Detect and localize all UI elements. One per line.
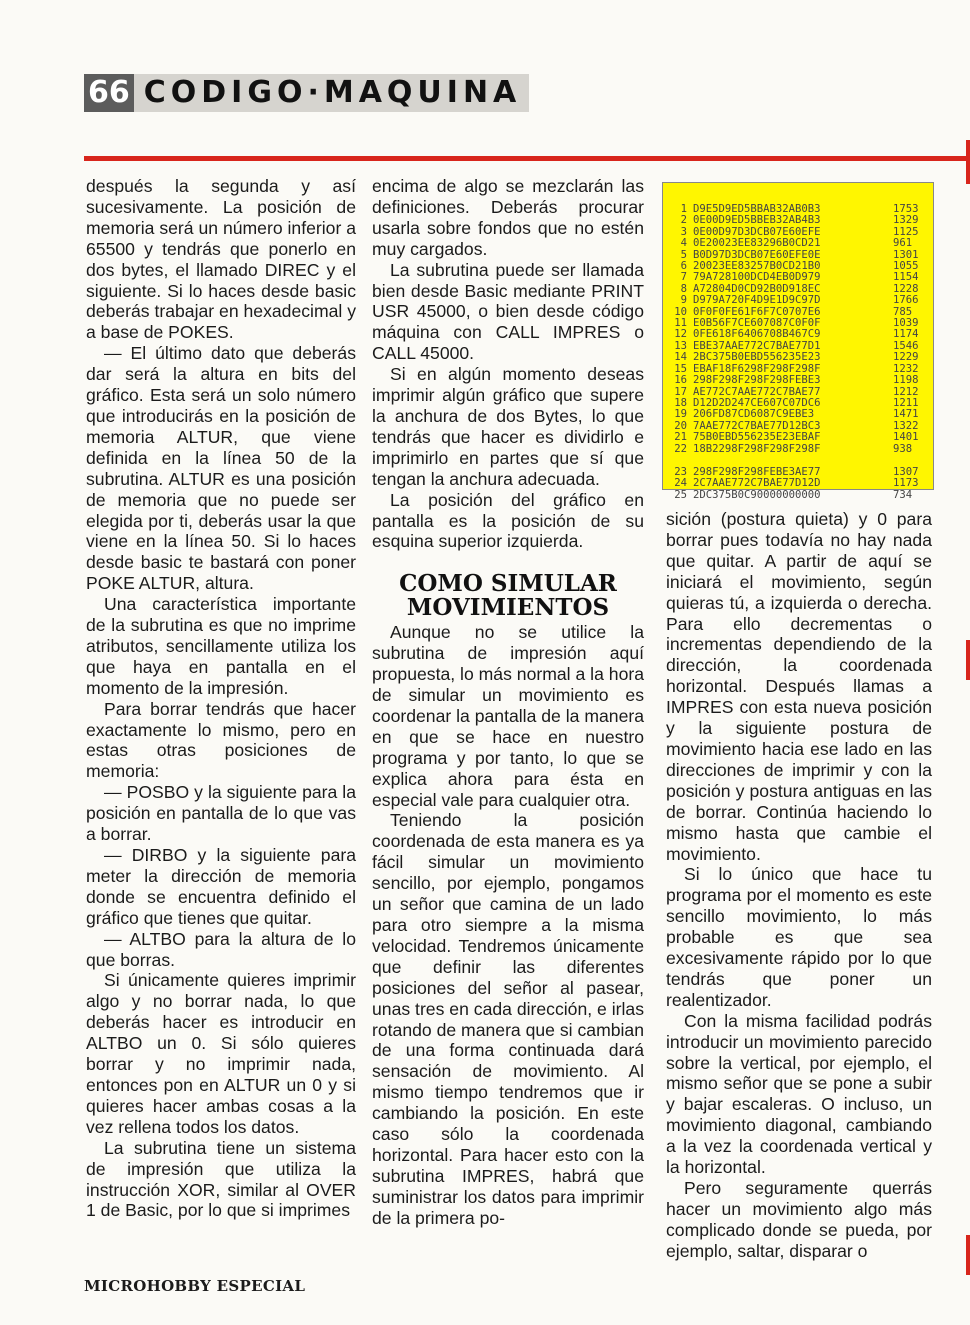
paragraph: encima de algo se mezclarán las definiciones. Deberás procurar usarla sobre fondos que no estén muy cargados. — [372, 176, 644, 259]
code-hex-data: 7AAE772C7BAE77D12BC3 — [693, 419, 821, 432]
code-checksum: 1125 — [893, 225, 919, 238]
code-line-number: 9 — [680, 294, 687, 307]
code-line-number: 8 — [680, 282, 687, 295]
code-line — [667, 352, 933, 363]
code-checksum: 1322 — [893, 419, 919, 432]
code-line-number: 16 — [674, 374, 687, 387]
code-line-number: 4 — [680, 237, 687, 250]
paragraph: — El último dato que deberás dar será la altura en bits del gráfico. Esta será un solo número que introducirás en la posición de memoria ALTUR, que viene definida en la línea 50 de la subrutina. ALTUR es una posición de memoria que no puede ser elegida por ti, deberás usar la que viene en la línea 50. Si lo haces desde basic te bastará con poner POKE ALTUR, altura. — [86, 343, 356, 594]
edge-red-mark — [966, 640, 970, 680]
code-hex-data: 206FD87CD6087C9EBE3 — [693, 408, 815, 421]
code-checksum: 1173 — [893, 477, 919, 490]
code-line-number: 13 — [674, 339, 687, 352]
code-line — [667, 432, 933, 443]
paragraph: Pero seguramente querrás hacer un movimiento algo más complicado donde se pueda, por ejemplo, saltar, disparar o — [666, 1178, 932, 1261]
code-hex-data: D9E5D9ED5BBAB32AB0B3 — [693, 203, 821, 215]
code-checksum: 1232 — [893, 362, 919, 375]
paragraph: — DIRBO y la siguiente para meter la dirección de memoria donde se encuentra definido el gráfico que tienes que quitar. — [86, 845, 356, 928]
code-hex-data: 2C7AAE772C7BAE77D12D — [693, 477, 821, 490]
code-hex-data: 79A728100DCD4EB0D979 — [693, 271, 821, 284]
code-line — [667, 444, 933, 455]
header-red-rule — [84, 156, 970, 161]
code-line-number: 3 — [680, 225, 687, 238]
code-line — [667, 409, 933, 420]
code-hex-data: 0FE618F6406708B467C9 — [693, 328, 821, 341]
code-checksum: 785 — [893, 305, 913, 318]
code-line — [667, 238, 933, 249]
code-line-number: 22 — [674, 442, 687, 455]
code-checksum: 734 — [893, 488, 913, 501]
code-hex-data: 298F298F298FEBE3AE77 — [693, 465, 821, 478]
code-checksum: 938 — [893, 442, 913, 455]
code-listing-box — [662, 182, 934, 501]
paragraph: La subrutina puede ser llamada bien desde Basic mediante PRINT USR 45000, o bien desde código máquina con CALL IMPRES o CALL 45000. — [372, 259, 644, 364]
code-hex-data: 2BC375B0EBD556235E23 — [693, 351, 821, 364]
code-checksum: 1229 — [893, 351, 919, 364]
code-checksum: 1301 — [893, 248, 919, 261]
code-checksum: 961 — [893, 237, 913, 250]
code-hex-data: B0D97D3DCB07E60EFE0E — [693, 248, 821, 261]
code-checksum: 1766 — [893, 294, 919, 307]
code-hex-data: EBE37AAE772C7BAE77D1 — [693, 339, 821, 352]
paragraph: Para borrar tendrás que hacer exactamente lo mismo, pero en estas otras posiciones de memoria: — [86, 698, 356, 782]
edge-red-mark — [966, 140, 970, 184]
code-hex-data: EBAF18F6298F298F298F — [693, 362, 821, 375]
code-checksum: 1174 — [893, 328, 919, 341]
edge-red-mark — [966, 1235, 970, 1275]
code-line-number: 5 — [680, 248, 687, 261]
code-line-number: 7 — [680, 271, 687, 284]
paragraph: La posición del gráfico en pantalla es la posición de su esquina superior izquierda. — [372, 489, 644, 552]
paragraph: después la segunda y así sucesivamente. La posición de memoria será un número inferior a 65500 y tendrás que ponerlo en dos bytes, el llamado DIREC y el siguiente. Si lo haces desde basic deberás trabajar en hexadecimal y a base de POKES. — [86, 176, 356, 343]
code-line-number: 25 — [674, 488, 687, 501]
code-hex-data: 298F298F298F298FEBE3 — [693, 374, 821, 387]
paragraph: Si únicamente quieres imprimir algo y no borrar nada, lo que deberás hacer es introducir en ALTBO un 0. Si sólo quieres borrar y no imprimir nada, entonces pon en ALTUR un 0 y si quieres hacer ambas cosas a la vez rellena todos los datos. — [86, 970, 356, 1137]
code-checksum: 1471 — [893, 408, 919, 421]
paragraph: — POSBO y la siguiente para la posición en pantalla de lo que vas a borrar. — [86, 782, 356, 845]
code-checksum: 1039 — [893, 317, 919, 330]
code-hex-data: D12D2D247CE607C07DC6 — [693, 396, 821, 409]
code-line-number: 2 — [680, 214, 687, 227]
code-line-number: 17 — [674, 385, 687, 398]
code-hex-data: E0B56F7CE607087C0F0F — [693, 317, 821, 330]
code-line-number: 14 — [674, 351, 687, 364]
code-checksum: 1546 — [893, 339, 919, 352]
code-line-number: 19 — [674, 408, 687, 421]
code-line — [667, 490, 933, 501]
code-checksum: 1211 — [893, 396, 919, 409]
code-hex-data: 18B2298F298F298F298F — [693, 442, 821, 455]
paragraph: Si lo único que hace tu programa por el momento es este sencillo movimiento, lo más probable es que sea excesivamente rápido por lo que tendrás que poner un realentizador. — [666, 864, 932, 1010]
code-line-number: 21 — [674, 431, 687, 444]
paragraph: Con la misma facilidad podrás introducir un movimiento parecido sobre la vertical, por ejemplo, el mismo señor que se pone a subir y bajar escaleras. O incluso, un movimiento diagonal, cambiando a la vez la coordenada vertical y la horizontal. — [666, 1010, 932, 1178]
code-hex-data: 0F0F0FE61F6F7C0707E6 — [693, 305, 821, 318]
code-checksum: 1307 — [893, 465, 919, 478]
code-checksum: 1401 — [893, 431, 919, 444]
text-column-2 — [372, 176, 644, 1229]
code-hex-data: A72804D0CD92B0D918EC — [693, 282, 821, 295]
code-hex-data: 0E00D97D3DCB07E60EFE — [693, 225, 821, 238]
code-checksum: 1753 — [893, 203, 919, 215]
code-line-number: 1 — [680, 203, 687, 215]
paragraph: Si en algún momento deseas imprimir algún gráfico que supere la anchura de dos Bytes, lo que tendrás que hacer es dividirlo e imprimirlo en partes que sí que tengan la anchura adecuada. — [372, 364, 644, 489]
code-line-number: 18 — [674, 396, 687, 409]
code-line-number: 20 — [674, 419, 687, 432]
code-hex-data: 2DC375B0C90000000000 — [693, 488, 821, 501]
paragraph: La subrutina tiene un sistema de impresión que utiliza la instrucción XOR, similar al OVER 1 de Basic, por lo que si imprimes — [86, 1137, 356, 1221]
code-line — [667, 375, 933, 386]
page-number: 66 — [84, 74, 134, 112]
code-checksum: 1212 — [893, 385, 919, 398]
code-hex-data: 75B0EBD556235E23EBAF — [693, 431, 821, 444]
paragraph: sición (postura quieta) y 0 para borrar pues todavía no hay nada que quitar. A partir de aquí se iniciará el movimiento, según quieras tú, a izquierda o derecha. Para ello decrementas o incrementas dependiendo de la dirección, la coordenada horizontal. Después llamas a IMPRES con esta nueva posición y la siguiente postura de movimiento hacia ese lado en las direcciones de imprimir y con la posición y postura antiguas en las de borrar. Continúa haciendo lo mismo hasta que cambie el movimiento. — [666, 509, 932, 864]
code-hex-data: AE772C7AAE772C7BAE77 — [693, 385, 821, 398]
paragraph: Teniendo la posición coordenada de esta manera es ya fácil simular un movimiento sencillo, por ejemplo, pongamos un señor que camina de un lado para otro siempre a la misma velocidad. Tendremos únicamente que definir las diferentes posiciones del señor al pasear, unas tres en cada dirección, e irlas rotando de manera que si cambian de una forma continuada dará sensación de movimiento. Al mismo tiempo tendremos que ir cambiando la posición. En este caso sólo la coordenada horizontal. Para hacer esto con la subrutina IMPRES, habrá que suministrar los datos para imprimir de la primera po- — [372, 810, 644, 1228]
section-title: COMO SIMULAR MOVIMIENTOS — [399, 570, 617, 622]
page-header — [84, 74, 529, 112]
code-checksum: 1329 — [893, 214, 919, 227]
code-line-number: 12 — [674, 328, 687, 341]
code-line-number: 23 — [674, 465, 687, 478]
paragraph: Aunque no se utilice la subrutina de impresión aquí propuesta, lo más normal a la hora de simular un movimiento es coordenar la pantalla de la manera en que se hace en nuestro programa y por tanto, lo que se explica ahora para ésta en especial vale para cualquier otra. — [372, 622, 644, 810]
code-checksum: 1055 — [893, 260, 919, 273]
code-line-number: 6 — [680, 260, 687, 273]
code-checksum: 1228 — [893, 282, 919, 295]
paragraph: — ALTBO para la altura de lo que borras. — [86, 928, 356, 970]
code-hex-data: 20023EE83257B0CD21B0 — [693, 260, 821, 273]
text-column-1 — [86, 176, 356, 1221]
footer-publication: MICROHOBBY ESPECIAL — [84, 1277, 306, 1295]
code-line-number: 10 — [674, 305, 687, 318]
code-hex-data: D979A720F4D9E1D9C97D — [693, 294, 821, 307]
paragraph: Una característica importante de la subrutina es que no imprime atributos, sencillamente utiliza los que haya en pantalla en el momento de la impresión. — [86, 594, 356, 698]
text-column-3 — [666, 509, 932, 1262]
code-hex-data: 0E00D9ED5BBEB32AB4B3 — [693, 214, 821, 227]
code-line-number: 24 — [674, 477, 687, 490]
code-checksum: 1154 — [893, 271, 919, 284]
code-line-number: 15 — [674, 362, 687, 375]
code-hex-data: 0E20023EE83296B0CD21 — [693, 237, 821, 250]
section-header-title: CODIGO·MAQUINA — [134, 74, 530, 112]
code-line-number: 11 — [674, 317, 687, 330]
code-line — [667, 295, 933, 306]
code-checksum: 1198 — [893, 374, 919, 387]
